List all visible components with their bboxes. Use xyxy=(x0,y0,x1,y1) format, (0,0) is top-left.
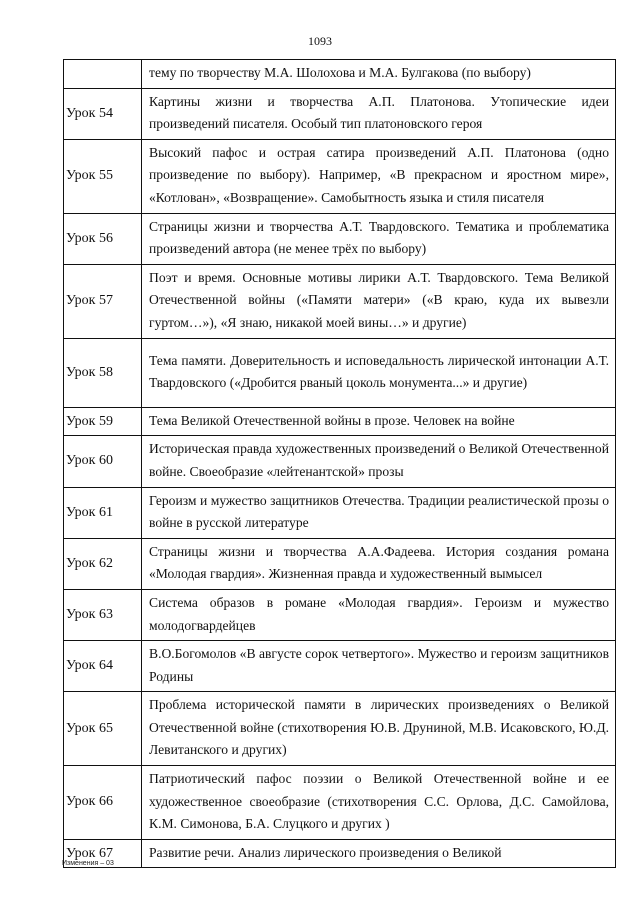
lesson-topic-cell xyxy=(142,538,616,589)
lesson-topic-text: Поэт и время. Основные мотивы лирики А.Т. Твардовского. Тема Великой Отечественной войны («Памяти матери» («В краю, куда их вывезли гуртом…»), «Я знаю, никакой моей вины…» и другие) xyxy=(149,269,609,331)
lesson-number-cell: Урок 59 xyxy=(64,407,142,436)
lesson-number-cell: Урок 66 xyxy=(64,766,142,840)
table-row xyxy=(64,641,616,692)
lesson-number-cell: Урок 55 xyxy=(64,139,142,213)
lesson-number-cell: Урок 67 xyxy=(64,839,142,868)
lesson-number-cell: Урок 62 xyxy=(64,538,142,589)
lesson-topic-cell xyxy=(142,338,616,407)
lesson-topic-text: Страницы жизни и творчества А.Т. Твардовского. Тематика и проблематика произведений автора (не менее трёх по выбору) xyxy=(149,218,609,257)
table-row xyxy=(64,487,616,538)
lesson-topic-text: тему по творчеству М.А. Шолохова и М.А. Булгакова (по выбору) xyxy=(149,65,531,80)
table-row xyxy=(64,436,616,487)
lesson-topic-text: Историческая правда художественных произведений о Великой Отечественной войне. Своеобразие «лейтенантской» прозы xyxy=(149,441,609,479)
table-row xyxy=(64,60,616,89)
lesson-topic-text: Развитие речи. Анализ лирического произведения о Великой xyxy=(149,844,502,860)
table-row xyxy=(64,139,616,213)
lesson-topic-text: Страницы жизни и творчества А.А.Фадеева. История создания романа «Молодая гвардия». Жизненная правда и художественный вымысел xyxy=(149,543,609,582)
lesson-topic-cell xyxy=(142,264,616,338)
table-row xyxy=(64,213,616,264)
table-row xyxy=(64,589,616,640)
table-row xyxy=(64,264,616,338)
lesson-number-cell: Урок 63 xyxy=(64,589,142,640)
lesson-topic-text: Героизм и мужество защитников Отечества. Традиции реалистической прозы о войне в русской литературе xyxy=(149,492,609,531)
table-row xyxy=(64,88,616,139)
lesson-plan-table xyxy=(63,59,616,868)
lesson-number-cell: Урок 60 xyxy=(64,436,142,487)
lesson-number-cell: Урок 64 xyxy=(64,641,142,692)
lesson-topic-cell xyxy=(142,60,616,89)
lesson-number-cell: Урок 57 xyxy=(64,264,142,338)
lesson-number-cell xyxy=(64,60,142,89)
lesson-topic-cell xyxy=(142,766,616,840)
table-row xyxy=(64,692,616,766)
lesson-topic-cell xyxy=(142,139,616,213)
lesson-topic-text: Тема памяти. Доверительность и исповедальность лирической интонации А.Т. Твардовского («Дробится рваный цоколь монумента...» и другие) xyxy=(149,352,609,391)
lesson-number-cell: Урок 56 xyxy=(64,213,142,264)
lesson-topic-cell xyxy=(142,487,616,538)
lesson-topic-text: Высокий пафос и острая сатира произведений А.П. Платонова (одно произведение по выбору). Например, «В прекрасном и яростном мире», «Котлован», «Возвращение». Самобытность языка и стиля писателя xyxy=(149,144,609,205)
table-row xyxy=(64,407,616,436)
lesson-number-cell: Урок 65 xyxy=(64,692,142,766)
lesson-topic-cell xyxy=(142,839,616,868)
lesson-number-cell: Урок 54 xyxy=(64,88,142,139)
revision-footer: Изменения – 03 xyxy=(62,860,114,867)
page-number: 1093 xyxy=(308,34,332,48)
lesson-number-cell: Урок 58 xyxy=(64,338,142,407)
lesson-number-cell: Урок 61 xyxy=(64,487,142,538)
lesson-topic-cell xyxy=(142,436,616,487)
lesson-topic-cell xyxy=(142,407,616,436)
lesson-topic-cell xyxy=(142,589,616,640)
lesson-topic-text: Система образов в романе «Молодая гвардия». Героизм и мужество молодогвардейцев xyxy=(149,594,609,633)
lesson-topic-cell xyxy=(142,692,616,766)
lesson-topic-text: Картины жизни и творчества А.П. Платонова. Утопические идеи произведений писателя. Особый тип платоновского героя xyxy=(149,93,609,132)
lesson-topic-cell xyxy=(142,641,616,692)
table-row xyxy=(64,839,616,868)
lesson-topic-text: Патриотический пафос поэзии о Великой Отечественной войне и ее художественное своеобразие (стихотворения С.С. Орлова, Д.С. Самойлова, К.М. Симонова, Б.А. Слуцкого и других ) xyxy=(149,771,609,832)
lesson-topic-cell xyxy=(142,88,616,139)
lesson-topic-text: Проблема исторической памяти в лирических произведениях о Великой Отечественной войне (стихотворения Ю.В. Друниной, М.В. Исаковского, Ю.Д. Левитанского и других) xyxy=(149,697,609,758)
table-row xyxy=(64,538,616,589)
table-row xyxy=(64,338,616,407)
lesson-topic-cell xyxy=(142,213,616,264)
table-row xyxy=(64,766,616,840)
lesson-topic-text: В.О.Богомолов «В августе сорок четвертого». Мужество и героизм защитников Родины xyxy=(149,646,609,684)
lesson-topic-text: Тема Великой Отечественной войны в прозе. Человек на войне xyxy=(149,412,515,428)
